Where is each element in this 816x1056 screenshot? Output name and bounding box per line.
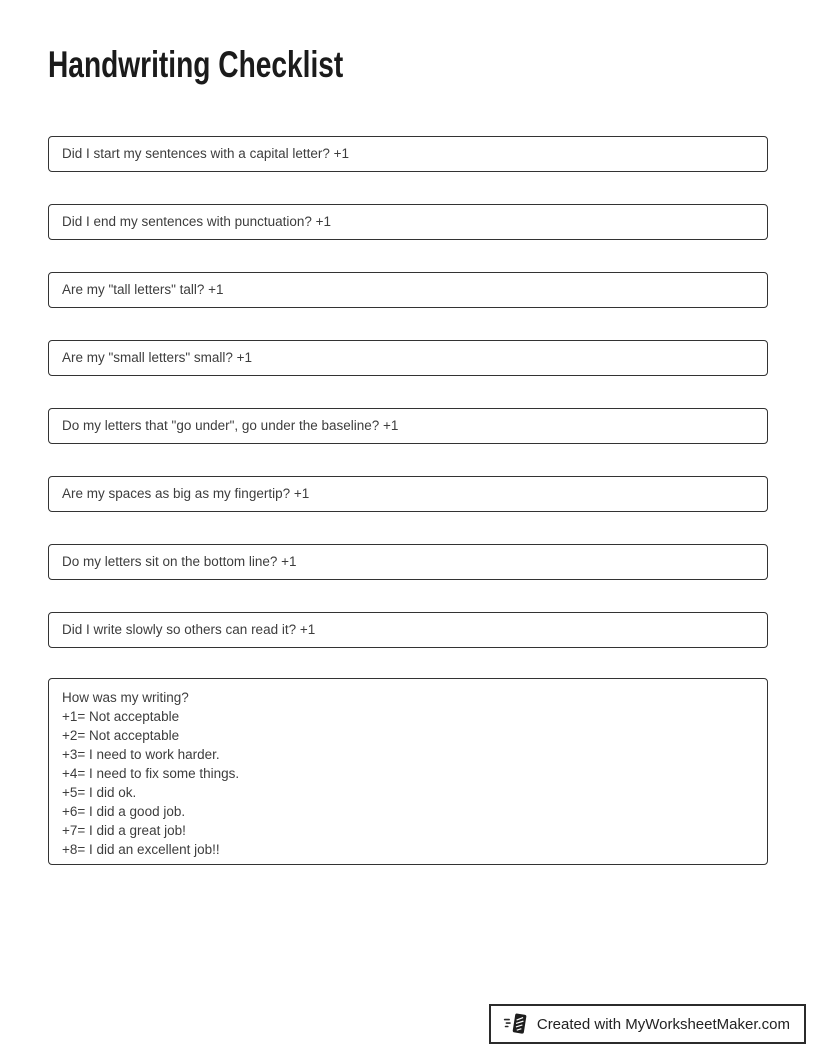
rating-line: +1= Not acceptable [62, 709, 180, 724]
credit-text: Created with MyWorksheetMaker.com [536, 1015, 790, 1033]
checklist-item-text: Did I write slowly so others can read it? +1 [62, 622, 316, 638]
checklist-item-text: Do my letters sit on the bottom line? +1 [62, 554, 297, 570]
rating-line: +4= I need to fix some things. [62, 766, 240, 781]
rating-line: +6= I did a good job. [62, 804, 186, 819]
checklist-item [48, 408, 768, 444]
credit-badge-link[interactable] [489, 1004, 806, 1044]
rating-line: +8= I did an excellent job!! [62, 842, 220, 857]
rating-line: How was my writing? [62, 690, 189, 705]
checklist-item [48, 340, 768, 376]
checklist-item [48, 476, 768, 512]
rating-scale-box [48, 678, 768, 865]
checklist-item [48, 544, 768, 580]
checklist-item-text: Do my letters that "go under", go under the baseline? +1 [62, 418, 399, 434]
checklist [48, 136, 768, 865]
rating-line: +2= Not acceptable [62, 728, 180, 743]
checklist-item-text: Are my "small letters" small? +1 [62, 350, 253, 366]
checklist-item-text: Are my spaces as big as my fingertip? +1 [62, 486, 310, 502]
rating-line: +7= I did a great job! [62, 823, 186, 838]
checklist-item [48, 136, 768, 172]
checklist-item [48, 204, 768, 240]
checklist-item-text: Are my "tall letters" tall? +1 [62, 282, 224, 298]
checklist-item [48, 612, 768, 648]
checklist-item [48, 272, 768, 308]
page-title: Handwriting Checklist [48, 44, 344, 85]
rating-line: +3= I need to work harder. [62, 747, 220, 762]
checklist-item-text: Did I start my sentences with a capital letter? +1 [62, 146, 350, 162]
rating-line: +5= I did ok. [62, 785, 137, 800]
worksheet-logo-icon [503, 1010, 529, 1038]
checklist-item-text: Did I end my sentences with punctuation? +1 [62, 214, 332, 230]
